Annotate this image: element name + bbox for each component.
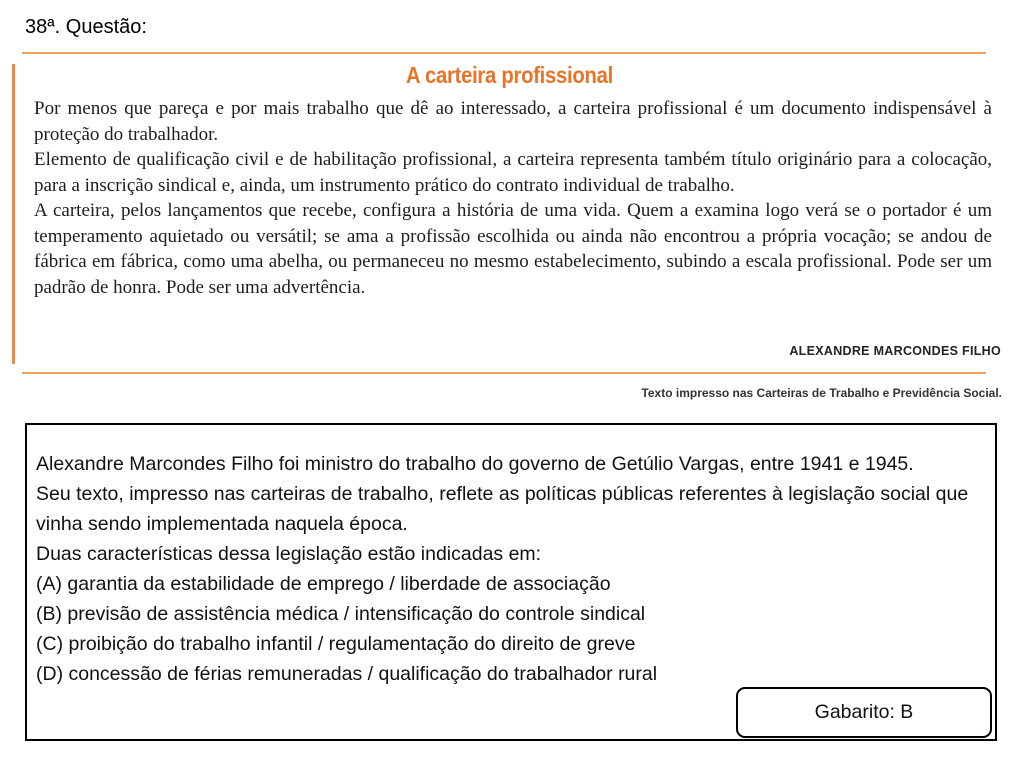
option-c: (C) proibição do trabalho infantil / regulamentação do direito de greve [36,633,636,655]
excerpt-top-rule [22,52,986,54]
excerpt-body [34,96,992,300]
excerpt-paragraph: Por menos que pareça e por mais trabalho que dê ao interessado, a carteira profissional é um documento indispensável à proteção do trabalhador. [34,98,992,145]
excerpt-left-rule [12,64,15,364]
option-a: (A) garantia da estabilidade de emprego / liberdade de associação [36,573,611,595]
excerpt-title: A carteira profissional [406,62,613,88]
question-text [36,449,976,689]
excerpt-author: ALEXANDRE MARCONDES FILHO [789,344,1001,358]
answer-key-box [736,687,992,738]
question-prompt: Duas características dessa legislação estão indicadas em: [36,543,542,565]
excerpt-paragraph: A carteira, pelos lançamentos que recebe, configura a história de uma vida. Quem a examina logo verá se o portador é um temperamento aquietado ou versátil; se ama a profissão escolhida ou ainda não encontrou a própria vocação; se andou de fábrica em fábrica, como uma abelha, ou permaneceu no mesmo estabelecimento, subindo a escala profissional. Pode ser um padrão de honra. Pode ser uma advertência. [34,200,992,298]
option-d: (D) concessão de férias remuneradas / qualificação do trabalhador rural [36,663,658,685]
excerpt-caption: Texto impresso nas Carteiras de Trabalho e Previdência Social. [641,386,1002,400]
excerpt-bottom-rule [22,372,986,374]
question-statement: Seu texto, impresso nas carteiras de trabalho, reflete as políticas públicas referentes à legislação social que vinha sendo implementada naquela época. [36,483,969,535]
question-number: 38ª. Questão: [25,16,147,38]
excerpt-image [12,52,1007,374]
excerpt-paragraph: Elemento de qualificação civil e de habilitação profissional, a carteira representa também título originário para a colocação, para a inscrição sindical e, ainda, um instrumento prático do contrato individual de trabalho. [34,149,992,196]
option-b: (B) previsão de assistência médica / intensificação do controle sindical [36,603,646,625]
answer-key-label: Gabarito: B [814,701,914,723]
question-statement: Alexandre Marcondes Filho foi ministro do trabalho do governo de Getúlio Vargas, entre 1941 e 1945. [36,453,914,475]
